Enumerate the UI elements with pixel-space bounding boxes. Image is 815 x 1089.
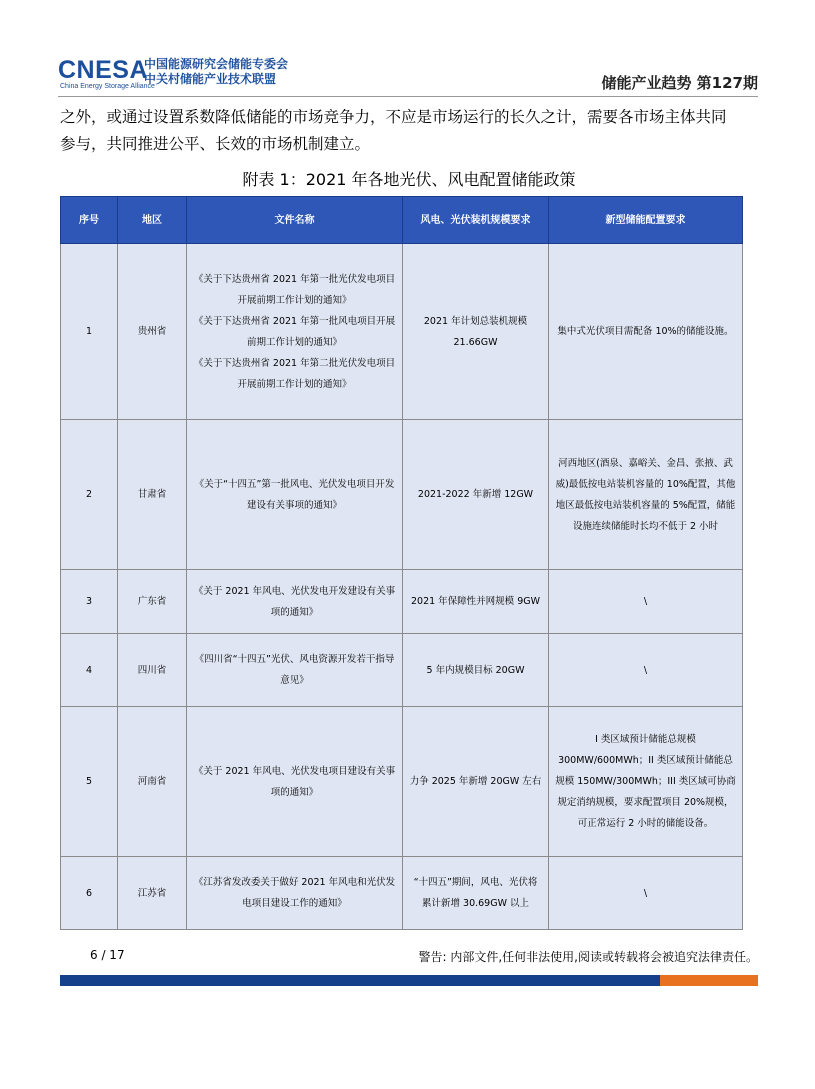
header-region: 地区 xyxy=(118,197,187,244)
row-no: 4 xyxy=(61,634,118,707)
row-storage: \ xyxy=(549,857,743,930)
doc-title: 《关于下达贵州省 2021 年第一批风电项目开展前期工作计划的通知》 xyxy=(193,315,396,348)
issue-title: 储能产业趋势 第127期 xyxy=(601,74,758,92)
doc-title: 《关于下达贵州省 2021 年第二批光伏发电项目开展前期工作计划的通知》 xyxy=(193,357,396,390)
logo-chinese-name xyxy=(144,57,288,87)
row-region: 河南省 xyxy=(118,707,187,857)
row-no: 2 xyxy=(61,420,118,570)
row-scale: “十四五”期间，风电、光伏将累计新增 30.69GW 以上 xyxy=(403,857,549,930)
header-divider xyxy=(58,96,758,97)
logo-subtitle: China Energy Storage Alliance xyxy=(60,83,155,90)
logo-cn-line1: 中国能源研究会储能专委会 xyxy=(144,57,289,71)
table-row xyxy=(61,707,743,857)
row-docs xyxy=(187,857,403,930)
row-docs xyxy=(187,244,403,420)
row-no: 3 xyxy=(61,570,118,634)
footer-bar-blue xyxy=(60,975,660,986)
row-docs xyxy=(187,570,403,634)
page-header xyxy=(58,54,758,94)
row-no: 6 xyxy=(61,857,118,930)
row-region: 甘肃省 xyxy=(118,420,187,570)
logo-wordmark: CNESA xyxy=(58,56,149,84)
body-paragraph xyxy=(60,104,758,158)
header-storage: 新型储能配置要求 xyxy=(549,197,743,244)
policy-table xyxy=(60,196,743,930)
table-row xyxy=(61,570,743,634)
row-docs xyxy=(187,420,403,570)
page-number: 6 / 17 xyxy=(90,948,125,962)
table-row xyxy=(61,857,743,930)
row-docs xyxy=(187,707,403,857)
table-row xyxy=(61,634,743,707)
table-row xyxy=(61,420,743,570)
row-scale: 2021 年计划总装机规模 21.66GW xyxy=(403,244,549,420)
row-scale: 2021 年保障性并网规模 9GW xyxy=(403,570,549,634)
paragraph-line-2: 参与，共同推进公平、长效的市场机制建立。 xyxy=(60,135,371,153)
row-storage: 集中式光伏项目需配备 10%的储能设施。 xyxy=(549,244,743,420)
doc-title: 《四川省“十四五”光伏、风电资源开发若干指导意见》 xyxy=(194,654,395,686)
table-row xyxy=(61,244,743,420)
row-no: 1 xyxy=(61,244,118,420)
table-header-row xyxy=(61,197,743,244)
doc-title: 《关于“十四五”第一批风电、光伏发电项目开发建设有关事项的通知》 xyxy=(194,478,395,511)
logo-cn-line2: 中关村储能产业技术联盟 xyxy=(144,72,277,86)
table-caption: 附表 1：2021 年各地光伏、风电配置储能政策 xyxy=(242,170,576,189)
doc-title: 《关于下达贵州省 2021 年第一批光伏发电项目开展前期工作计划的通知》 xyxy=(193,273,396,306)
doc-title: 《江苏省发改委关于做好 2021 年风电和光伏发电项目建设工作的通知》 xyxy=(193,877,396,909)
row-scale: 5 年内规模目标 20GW xyxy=(403,634,549,707)
header-scale: 风电、光伏装机规模要求 xyxy=(403,197,549,244)
row-storage: 河西地区(酒泉、嘉峪关、金昌、张掖、武威)最低按电站装机容量的 10%配置，其他地区最低按电站装机容量的 5%配置，储能设施连续储能时长均不低于 2 小时 xyxy=(549,420,743,570)
row-storage: \ xyxy=(549,634,743,707)
row-region: 四川省 xyxy=(118,634,187,707)
row-region: 广东省 xyxy=(118,570,187,634)
row-scale: 力争 2025 年新增 20GW 左右 xyxy=(403,707,549,857)
footer-warning: 警告: 内部文件,任何非法使用,阅读或转载将会被追究法律责任。 xyxy=(418,950,758,964)
row-region: 贵州省 xyxy=(118,244,187,420)
row-no: 5 xyxy=(61,707,118,857)
row-scale: 2021-2022 年新增 12GW xyxy=(403,420,549,570)
header-doc-name: 文件名称 xyxy=(187,197,403,244)
paragraph-line-1: 之外，或通过设置系数降低储能的市场竞争力，不应是市场运行的长久之计，需要各市场主体共同 xyxy=(60,108,727,126)
row-docs xyxy=(187,634,403,707)
header-no: 序号 xyxy=(61,197,118,244)
row-region: 江苏省 xyxy=(118,857,187,930)
row-storage: I 类区域预计储能总规模 300MW/600MWh；II 类区域预计储能总规模 150MW/300MWh；III 类区域可协商规定消纳规模，要求配置项目 20%规模，可正常运行 2 小时的储能设备。 xyxy=(549,707,743,857)
row-storage: \ xyxy=(549,570,743,634)
footer-bar-orange xyxy=(660,975,758,986)
doc-title: 《关于 2021 年风电、光伏发电开发建设有关事项的通知》 xyxy=(193,585,396,618)
doc-title: 《关于 2021 年风电、光伏发电项目建设有关事项的通知》 xyxy=(193,765,396,798)
